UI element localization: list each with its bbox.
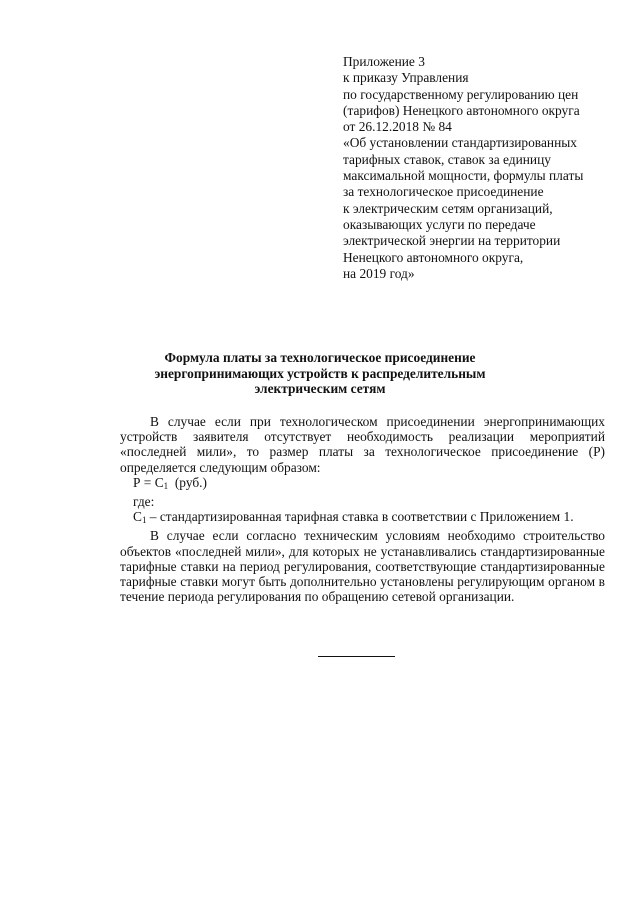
appendix-line: на 2019 год» bbox=[343, 265, 415, 281]
appendix-line: Приложение 3 bbox=[343, 54, 425, 69]
title-line: энергопринимающих устройств к распределительным bbox=[154, 365, 486, 381]
document-body bbox=[120, 414, 605, 604]
appendix-line: максимальной мощности, формулы платы bbox=[343, 168, 584, 184]
appendix-line: к приказу Управления bbox=[343, 70, 469, 86]
appendix-line: «Об установлении стандартизированных bbox=[343, 135, 577, 151]
title-line: электрическим сетям bbox=[254, 381, 386, 396]
appendix-line: электрической энергии на территории bbox=[343, 233, 561, 249]
definition-text: – стандартизированная тарифная ставка в соответствии с Приложением 1. bbox=[146, 509, 574, 525]
formula-subscript: 1 bbox=[163, 480, 169, 491]
formula-lhs: Р = С bbox=[133, 474, 164, 490]
appendix-line: от 26.12.2018 № 84 bbox=[343, 119, 452, 135]
appendix-line: Ненецкого автономного округа, bbox=[343, 249, 524, 265]
appendix-line: (тарифов) Ненецкого автономного округа bbox=[343, 102, 580, 118]
formula-unit: (руб.) bbox=[174, 474, 207, 490]
appendix-line: по государственному регулированию цен bbox=[343, 86, 579, 102]
paragraph-fee-definition: В случае если при технологическом присоединении энергопринимающих устройств заявителя отсутствует необходимость реализации мероприятий «последней мили», то размер платы за технологическое присоединение (Р) определяется следующим образом: bbox=[120, 414, 605, 475]
fee-formula bbox=[120, 475, 605, 494]
title-line: Формула платы за технологическое присоединение bbox=[164, 350, 476, 365]
closing-rule bbox=[318, 656, 395, 657]
appendix-line: оказывающих услуги по передаче bbox=[343, 216, 536, 232]
paragraph-last-mile: В случае если согласно техническим условиям необходимо строительство объектов «последней мили», для которых не устанавливались стандартизированные тарифные ставки на период регулирования, соответствующие стандартизированные тарифные ставки могут быть дополнительно установлены регулирующим органом в течение периода регулирования по обращению сетевой организации. bbox=[120, 528, 605, 605]
appendix-line: к электрическим сетям организаций, bbox=[343, 200, 553, 216]
appendix-line: за технологическое присоединение bbox=[343, 184, 544, 200]
appendix-reference-block bbox=[343, 54, 628, 282]
variable-definition bbox=[120, 509, 605, 528]
definition-subscript: 1 bbox=[141, 515, 147, 526]
document-title bbox=[120, 350, 520, 397]
definition-symbol: С bbox=[133, 509, 142, 525]
where-label: где: bbox=[133, 494, 155, 510]
appendix-line: тарифных ставок, ставок за единицу bbox=[343, 151, 551, 167]
